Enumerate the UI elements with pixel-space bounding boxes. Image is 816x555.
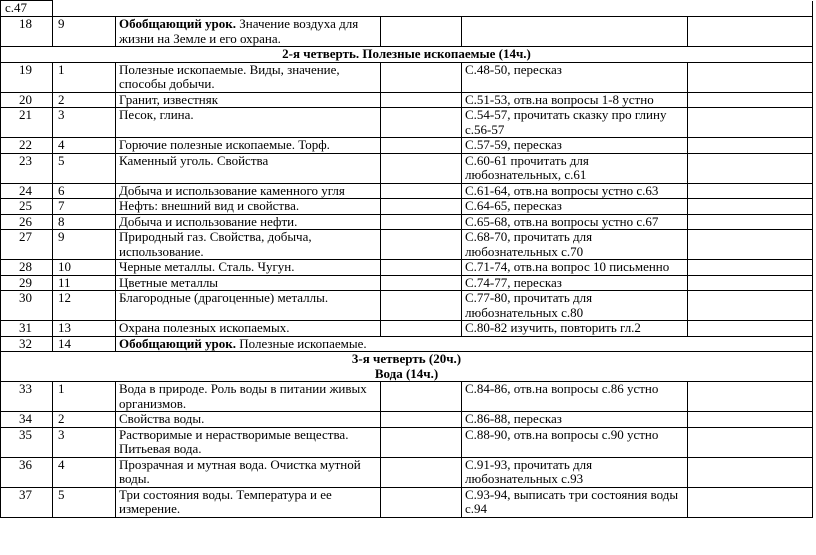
homework: [462, 17, 688, 47]
lesson-number: 22: [1, 138, 53, 154]
empty-cell: [688, 108, 813, 138]
empty-cell: [381, 260, 462, 276]
lesson-number: 25: [1, 199, 53, 215]
lesson-index: 5: [53, 153, 116, 183]
lesson-index: 1: [53, 382, 116, 412]
empty-cell: [381, 214, 462, 230]
lesson-number: 29: [1, 275, 53, 291]
lesson-index: 1: [53, 62, 116, 92]
empty-cell: [688, 230, 813, 260]
empty-cell: [688, 138, 813, 154]
homework: С.60-61 прочитать для любознательных, с.61: [462, 153, 688, 183]
lesson-index: 9: [53, 17, 116, 47]
lesson-topic: Прозрачная и мутная вода. Очистка мутной воды.: [116, 457, 381, 487]
empty-cell: [688, 62, 813, 92]
empty-cell: [53, 1, 813, 17]
homework: С.84-86, отв.на вопросы с.86 устно: [462, 382, 688, 412]
empty-cell: [688, 17, 813, 47]
empty-cell: [381, 291, 462, 321]
homework: С.64-65, пересказ: [462, 199, 688, 215]
lesson-topic: Растворимые и нерастворимые вещества. Питьевая вода.: [116, 427, 381, 457]
table-row: [1, 230, 813, 260]
lesson-index: 3: [53, 427, 116, 457]
table-row: [1, 487, 813, 517]
lesson-topic: Полезные ископаемые. Виды, значение, способы добычи.: [116, 62, 381, 92]
empty-cell: [381, 138, 462, 154]
lesson-index: 9: [53, 230, 116, 260]
homework: С.57-59, пересказ: [462, 138, 688, 154]
lesson-index: 2: [53, 412, 116, 428]
lesson-number: 23: [1, 153, 53, 183]
page-ref-row: [1, 1, 813, 17]
section-q3-line: 3-я четверть (20ч.): [351, 351, 462, 366]
table-row: [1, 17, 813, 47]
empty-cell: [381, 457, 462, 487]
empty-cell: [688, 92, 813, 108]
empty-cell: [381, 321, 462, 337]
empty-cell: [381, 382, 462, 412]
lesson-number: 30: [1, 291, 53, 321]
lesson-topic: Охрана полезных ископаемых.: [116, 321, 381, 337]
empty-cell: [381, 17, 462, 47]
section-q2-line: 2-я четверть. Полезные ископаемые (14ч.): [282, 46, 531, 61]
empty-cell: [381, 412, 462, 428]
table-row: [1, 412, 813, 428]
lesson-index: 7: [53, 199, 116, 215]
homework: С.65-68, отв.на вопросы устно с.67: [462, 214, 688, 230]
lesson-number: 26: [1, 214, 53, 230]
homework: С.77-80, прочитать для любознательных с.80: [462, 291, 688, 321]
homework: С.74-77, пересказ: [462, 275, 688, 291]
empty-cell: [381, 183, 462, 199]
section-q2: [1, 47, 813, 63]
homework: С.80-82 изучить, повторить гл.2: [462, 321, 688, 337]
lesson-topic-bold: Обобщающий урок.: [119, 16, 237, 31]
lesson-topic: Песок, глина.: [116, 108, 381, 138]
homework: С.86-88, пересказ: [462, 412, 688, 428]
lesson-topic-text: Полезные ископаемые.: [236, 336, 367, 351]
empty-cell: [688, 427, 813, 457]
table-row: [1, 153, 813, 183]
empty-cell: [381, 92, 462, 108]
lesson-topic-bold: Обобщающий урок.: [119, 336, 237, 351]
lesson-number: 35: [1, 427, 53, 457]
lesson-index: 5: [53, 487, 116, 517]
lesson-number: 19: [1, 62, 53, 92]
table-row: [1, 199, 813, 215]
empty-cell: [688, 275, 813, 291]
lesson-number: 33: [1, 382, 53, 412]
lesson-topic: Черные металлы. Сталь. Чугун.: [116, 260, 381, 276]
table-row: [1, 336, 813, 352]
lesson-number: 37: [1, 487, 53, 517]
empty-cell: [381, 230, 462, 260]
lesson-number: 24: [1, 183, 53, 199]
table-row: [1, 183, 813, 199]
empty-cell: [688, 382, 813, 412]
table-row: [1, 291, 813, 321]
lesson-number: 27: [1, 230, 53, 260]
lesson-number: 34: [1, 412, 53, 428]
lesson-number: 21: [1, 108, 53, 138]
empty-cell: [381, 487, 462, 517]
empty-cell: [381, 427, 462, 457]
homework: С.61-64, отв.на вопросы устно с.63: [462, 183, 688, 199]
lesson-number: 20: [1, 92, 53, 108]
empty-cell: [688, 214, 813, 230]
lesson-topic: Природный газ. Свойства, добыча, использование.: [116, 230, 381, 260]
homework: С.51-53, отв.на вопросы 1-8 устно: [462, 92, 688, 108]
lesson-index: 12: [53, 291, 116, 321]
empty-cell: [381, 62, 462, 92]
lesson-topic: Благородные (драгоценные) металлы.: [116, 291, 381, 321]
homework: С.88-90, отв.на вопросы с.90 устно: [462, 427, 688, 457]
lesson-number: 18: [1, 17, 53, 47]
section-q3-line: Вода (14ч.): [374, 365, 439, 381]
lesson-topic: Гранит, известняк: [116, 92, 381, 108]
table-row: [1, 275, 813, 291]
lesson-number: 28: [1, 260, 53, 276]
lesson-number: 36: [1, 457, 53, 487]
table-row: [1, 92, 813, 108]
lesson-topic: Добыча и использование каменного угля: [116, 183, 381, 199]
lesson-index: 2: [53, 92, 116, 108]
empty-cell: [381, 275, 462, 291]
homework: С.91-93, прочитать для любознательных с.93: [462, 457, 688, 487]
empty-cell: [381, 199, 462, 215]
lesson-index: 13: [53, 321, 116, 337]
empty-cell: [381, 108, 462, 138]
empty-cell: [688, 153, 813, 183]
homework: С.71-74, отв.на вопрос 10 письменно: [462, 260, 688, 276]
table-row: [1, 138, 813, 154]
empty-cell: [688, 321, 813, 337]
empty-cell: [381, 153, 462, 183]
empty-cell: [688, 457, 813, 487]
section-q3: [1, 352, 813, 382]
page-ref: с.47: [1, 1, 53, 17]
empty-cell: [688, 199, 813, 215]
lesson-topic: Добыча и использование нефти.: [116, 214, 381, 230]
lesson-index: 10: [53, 260, 116, 276]
lesson-index: 4: [53, 138, 116, 154]
lesson-topic: Цветные металлы: [116, 275, 381, 291]
lesson-topic: Свойства воды.: [116, 412, 381, 428]
lesson-index: 14: [53, 336, 116, 352]
lesson-index: 3: [53, 108, 116, 138]
empty-cell: [688, 183, 813, 199]
homework: С.93-94, выписать три состояния воды с.94: [462, 487, 688, 517]
lesson-index: 8: [53, 214, 116, 230]
lesson-index: 11: [53, 275, 116, 291]
lesson-topic: Горючие полезные ископаемые. Торф.: [116, 138, 381, 154]
lesson-topic: [116, 336, 813, 352]
lesson-topic: [116, 17, 381, 47]
empty-cell: [688, 487, 813, 517]
table-row: [1, 321, 813, 337]
lesson-topic: Нефть: внешний вид и свойства.: [116, 199, 381, 215]
lesson-topic: Три состояния воды. Температура и ее измерение.: [116, 487, 381, 517]
table-row: [1, 62, 813, 92]
lesson-number: 31: [1, 321, 53, 337]
lesson-number: 32: [1, 336, 53, 352]
lesson-topic-text: Значение воздуха для жизни на Земле и его охрана.: [119, 16, 359, 46]
empty-cell: [688, 291, 813, 321]
table-row: [1, 214, 813, 230]
lesson-index: 6: [53, 183, 116, 199]
lesson-topic: Вода в природе. Роль воды в питании живых организмов.: [116, 382, 381, 412]
lesson-index: 4: [53, 457, 116, 487]
homework: С.54-57, прочитать сказку про глину с.56-57: [462, 108, 688, 138]
table-row: [1, 382, 813, 412]
homework: С.68-70, прочитать для любознательных с.70: [462, 230, 688, 260]
empty-cell: [688, 412, 813, 428]
table-row: [1, 427, 813, 457]
section-q3-title: [1, 352, 813, 382]
table-row: [1, 260, 813, 276]
homework: С.48-50, пересказ: [462, 62, 688, 92]
lesson-topic: Каменный уголь. Свойства: [116, 153, 381, 183]
empty-cell: [688, 260, 813, 276]
section-q2-title: [1, 47, 813, 63]
table-row: [1, 457, 813, 487]
table-row: [1, 108, 813, 138]
